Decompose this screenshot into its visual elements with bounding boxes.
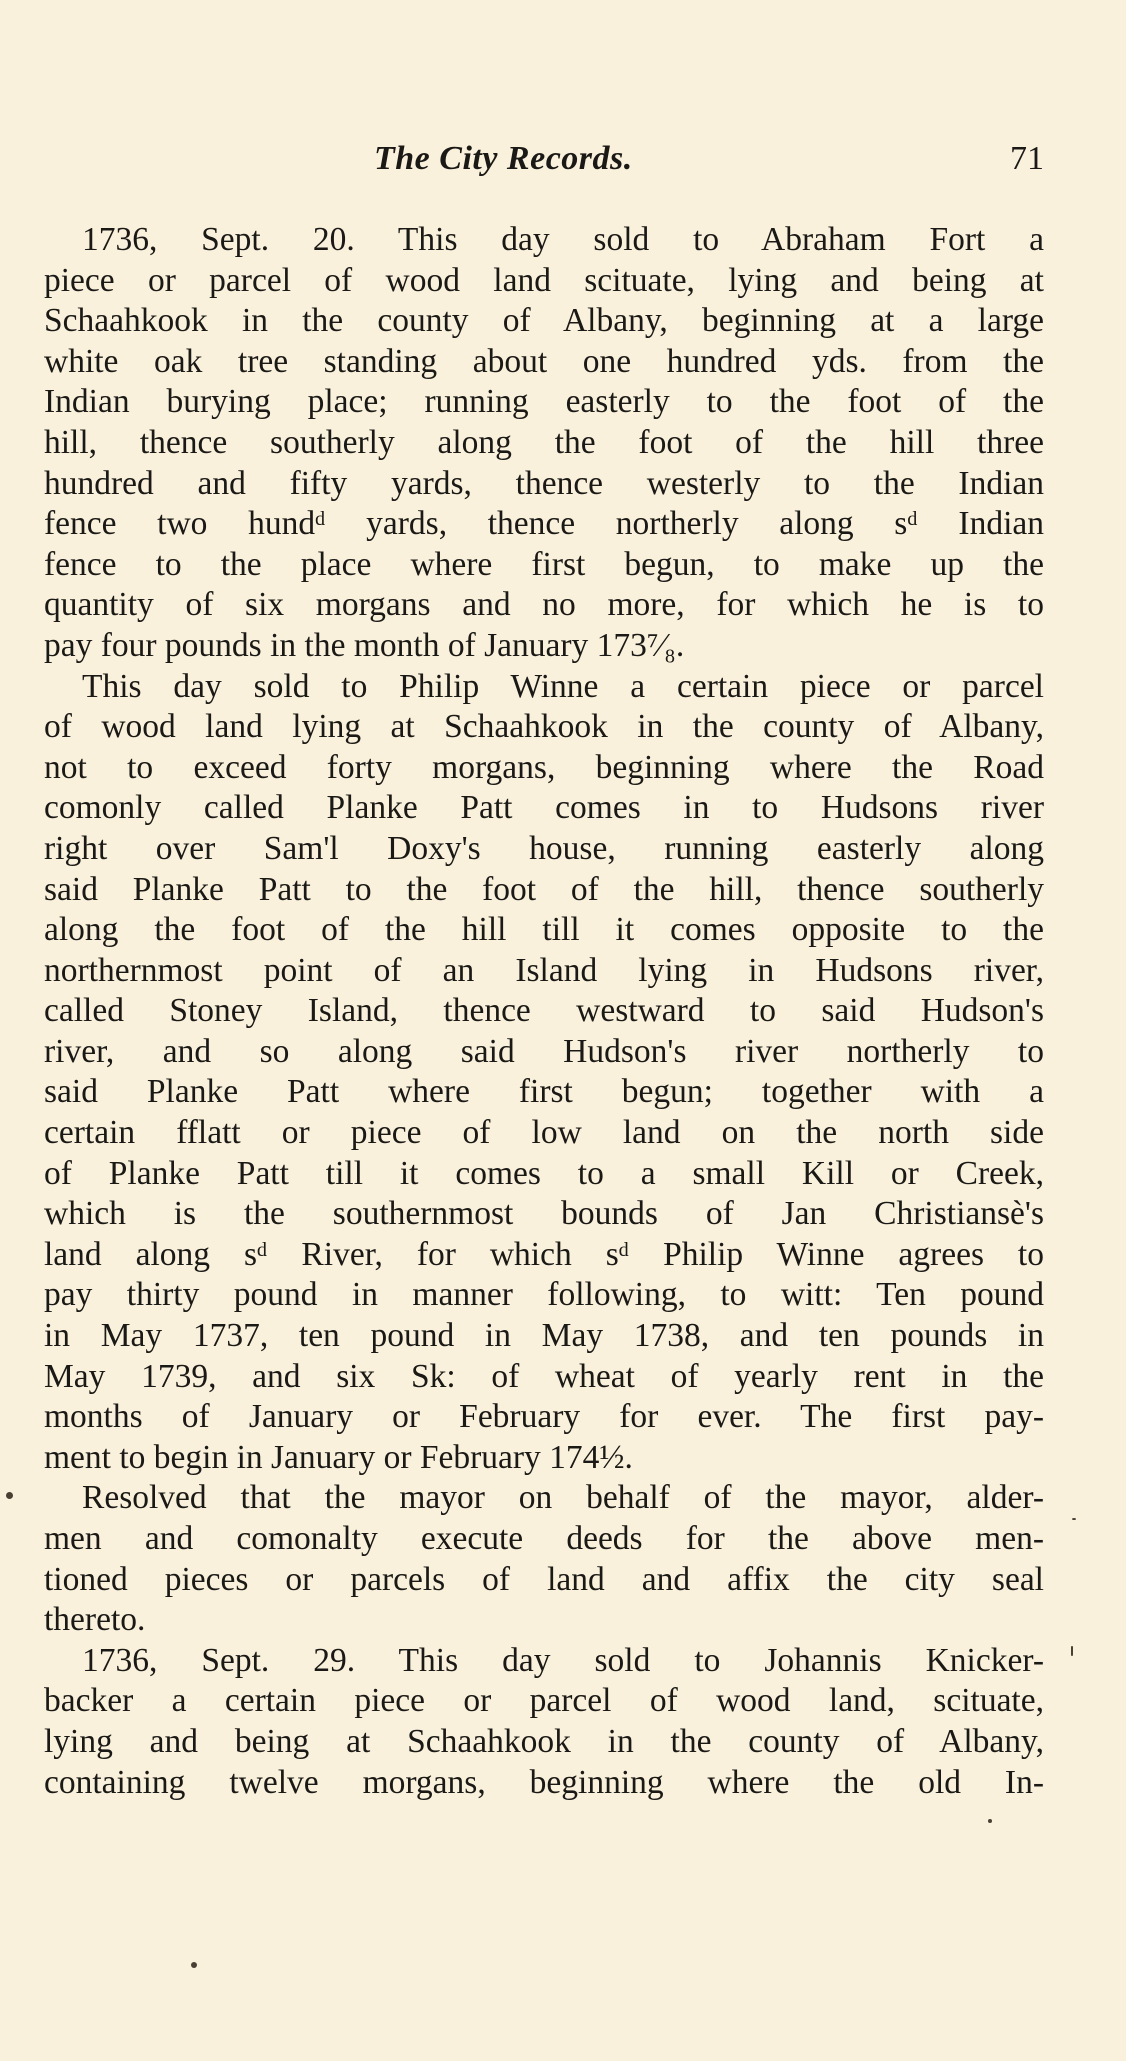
text-line: Indian burying place; running easterly to the foot of the: [44, 383, 1044, 421]
text-line: quantity of six morgans and no more, for which he is to: [44, 586, 1044, 624]
text-line: comonly called Planke Patt comes in to Hudsons river: [44, 789, 1044, 827]
text-line: of wood land lying at Schaahkook in the county of Albany,: [44, 708, 1044, 746]
text-line: men and comonalty execute deeds for the above men-: [44, 1520, 1044, 1557]
ink-speck: [1072, 1518, 1076, 1520]
ink-speck: [988, 1819, 992, 1823]
text-line: hundred and fifty yards, thence westerly to the Indian: [44, 464, 1044, 502]
running-head-title: The City Records.: [374, 140, 633, 177]
text-line: fence two hundᵈ yards, thence northerly along sᵈ Indian: [44, 505, 1044, 543]
text-line: containing twelve morgans, beginning where the old In-: [44, 1763, 1044, 1801]
text-line: along the foot of the hill till it comes opposite to the: [44, 911, 1044, 949]
text-line: ment to begin in January or February 174½.: [44, 1438, 633, 1476]
text-line: called Stoney Island, thence westward to said Hudson's: [44, 992, 1044, 1030]
text-line: which is the southernmost bounds of Jan Christiansè's: [44, 1195, 1044, 1233]
text-line: of Planke Patt till it comes to a small Kill or Creek,: [44, 1154, 1044, 1192]
text-line: Schaahkook in the county of Albany, beginning at a large: [44, 302, 1044, 340]
text-line: 1736, Sept. 20. This day sold to Abraham Fort a: [82, 221, 1044, 258]
body-text: [44, 220, 1044, 1803]
text-line: lying and being at Schaahkook in the county of Albany,: [44, 1722, 1044, 1760]
text-line: tioned pieces or parcels of land and affix the city seal: [44, 1560, 1044, 1598]
text-line: 1736, Sept. 29. This day sold to Johannis Knicker-: [82, 1641, 1044, 1679]
text-line: in May 1737, ten pound in May 1738, and ten pounds in: [44, 1317, 1044, 1355]
text-line: certain fflatt or piece of low land on the north side: [44, 1114, 1044, 1152]
text-line: river, and so along said Hudson's river northerly to: [44, 1032, 1044, 1070]
text-line: thereto.: [44, 1601, 146, 1639]
text-line: fence to the place where first begun, to make up the: [44, 545, 1044, 583]
text-line: right over Sam'l Doxy's house, running easterly along: [44, 829, 1044, 867]
text-line: backer a certain piece or parcel of wood land, scituate,: [44, 1682, 1044, 1720]
text-line: not to exceed forty morgans, beginning where the Road: [44, 748, 1044, 786]
text-line: land along sᵈ River, for which sᵈ Philip Winne agrees to: [44, 1235, 1044, 1273]
text-line: pay thirty pound in manner following, to witt: Ten pound: [44, 1276, 1044, 1314]
text-line: northernmost point of an Island lying in Hudsons river,: [44, 951, 1044, 989]
text-line: months of January or February for ever. The first pay-: [44, 1398, 1044, 1436]
page-number: 71: [1010, 140, 1044, 177]
running-head: [44, 140, 1044, 190]
text-line: said Planke Patt where first begun; together with a: [44, 1073, 1044, 1111]
text-line: hill, thence southerly along the foot of the hill three: [44, 423, 1044, 461]
text-line: This day sold to Philip Winne a certain piece or parcel: [82, 667, 1044, 705]
text-line: white oak tree standing about one hundred yds. from the: [44, 342, 1044, 380]
ink-speck: [191, 1962, 197, 1968]
text-line: piece or parcel of wood land scituate, lying and being at: [44, 261, 1044, 299]
text-line: said Planke Patt to the foot of the hill, thence southerly: [44, 870, 1044, 908]
text-line: pay four pounds in the month of January 173⁷⁄₈.: [44, 626, 685, 664]
text-line: May 1739, and six Sk: of wheat of yearly rent in the: [44, 1357, 1044, 1395]
text-line: Resolved that the mayor on behalf of the mayor, alder-: [82, 1479, 1044, 1517]
ink-speck: [6, 1492, 13, 1499]
ink-speck: [1071, 1646, 1073, 1656]
